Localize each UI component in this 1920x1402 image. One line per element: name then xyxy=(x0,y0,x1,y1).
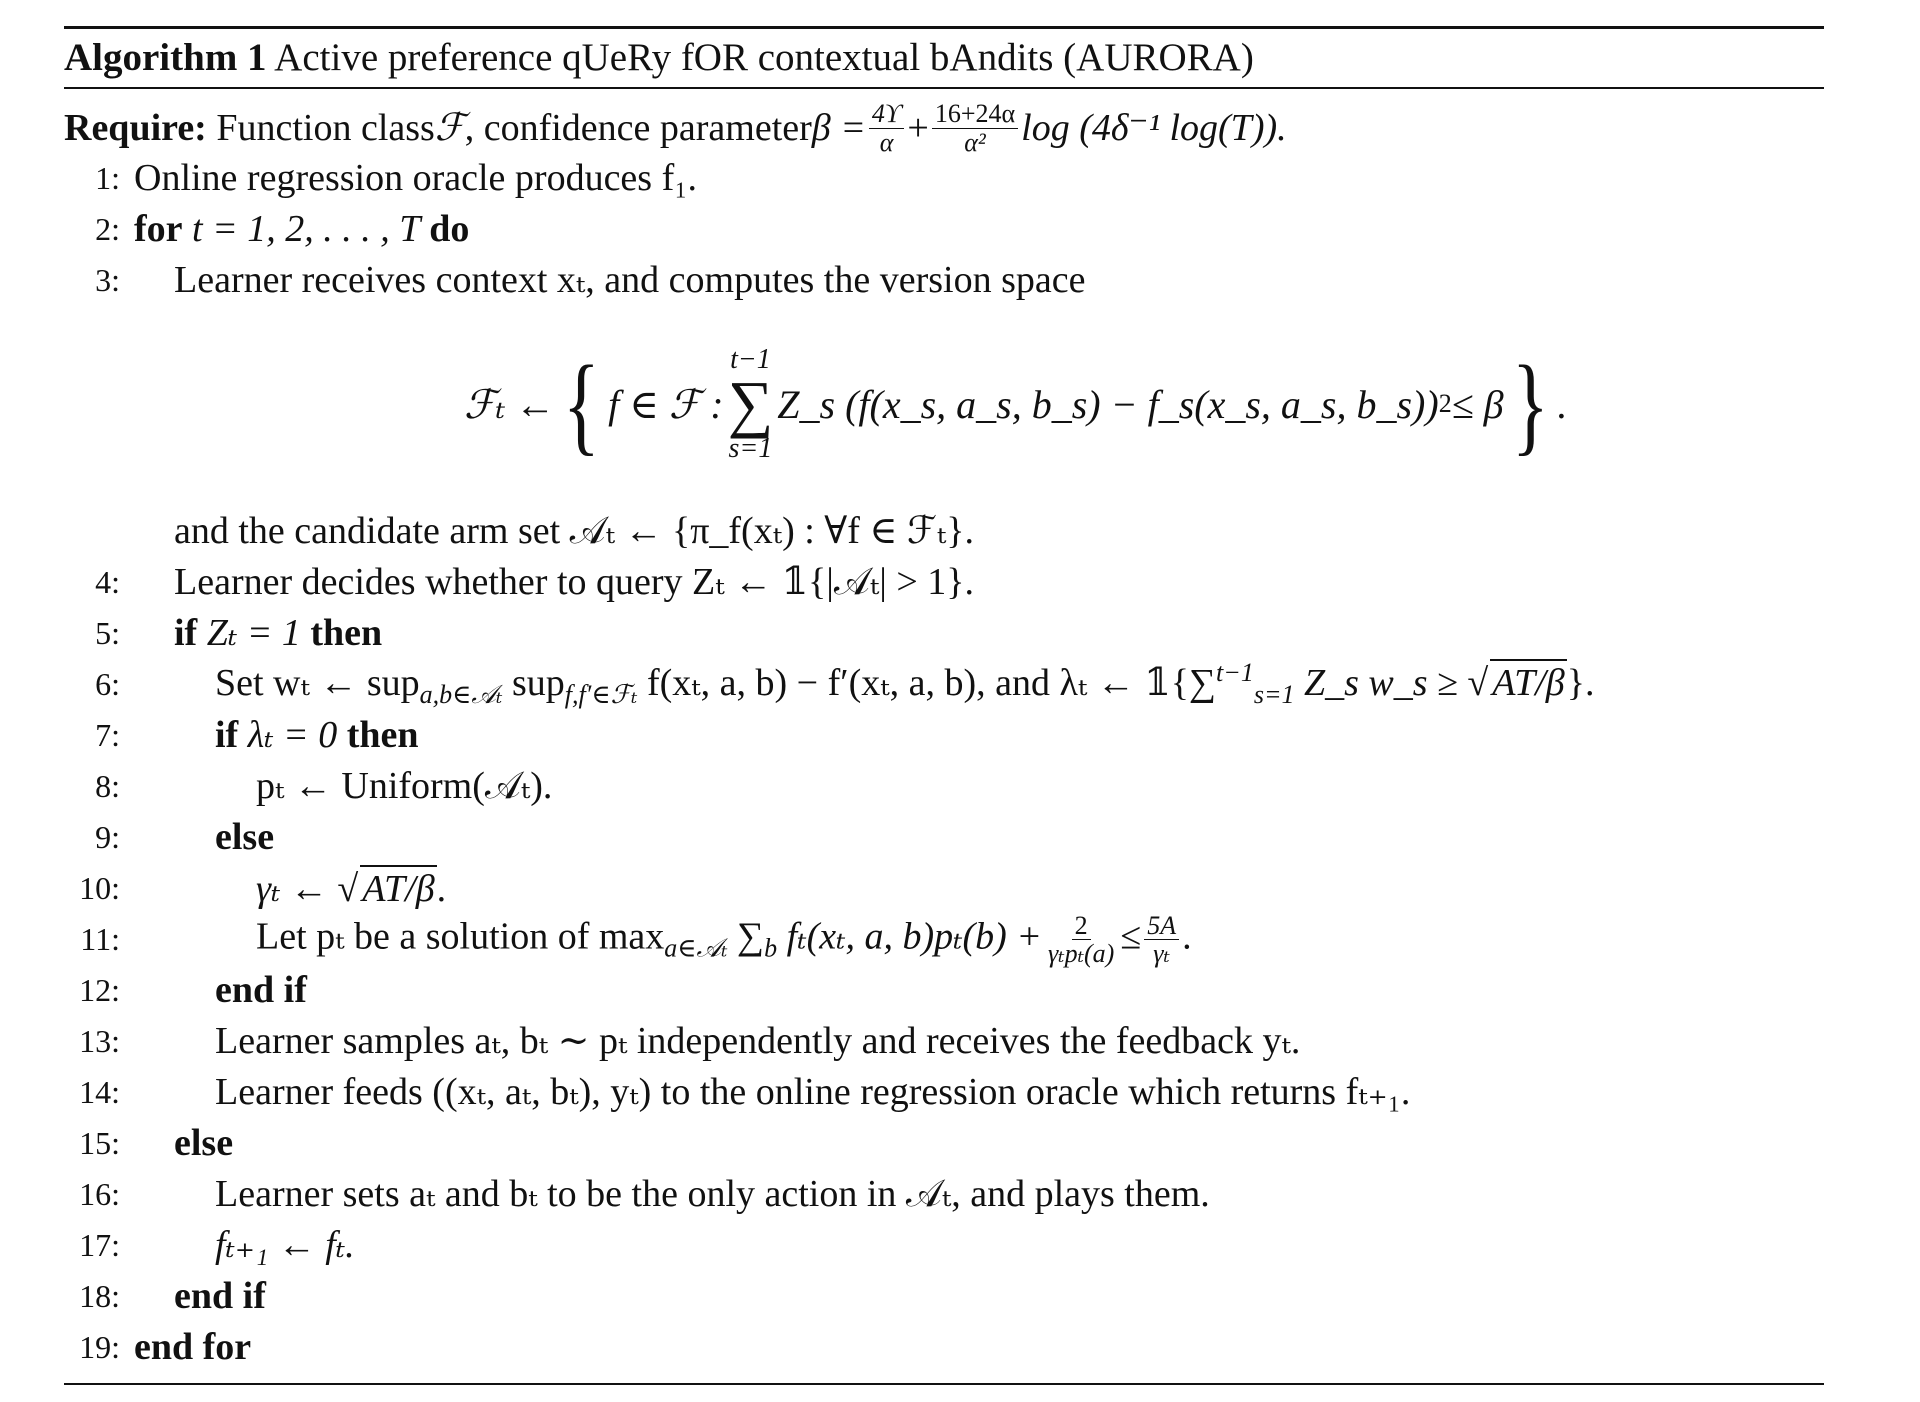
keyword-if: if xyxy=(174,612,198,655)
keyword-else: else xyxy=(174,1122,234,1165)
keyword-for: for xyxy=(134,208,183,251)
frac-alpha-num: 16+24α xyxy=(932,100,1018,128)
require-text-a: Function class xyxy=(216,106,435,149)
frac-5a xyxy=(1144,912,1179,968)
eq-end: . xyxy=(1556,381,1567,427)
seg-c: f(xₜ, a, b) − f′(xₜ, a, b), and λₜ ← 𝟙{∑ xyxy=(637,662,1217,705)
algo-line xyxy=(64,506,1824,557)
algo-line xyxy=(64,1067,1824,1118)
line-text: Learner receives context xₜ, and computes the version space xyxy=(174,259,1086,302)
sub-a: a∈𝒜ₜ xyxy=(664,933,728,963)
title-rule xyxy=(64,87,1824,89)
algo-line xyxy=(64,204,1824,255)
algo-line xyxy=(64,710,1824,761)
line-text: fₜ₊₁ ← fₜ. xyxy=(215,1224,355,1267)
algo-line xyxy=(64,557,1824,608)
algo-line xyxy=(64,1220,1824,1271)
line-number: 9: xyxy=(95,818,120,855)
frac-upsilon-num: 4ϒ xyxy=(869,100,905,128)
line-number: 2: xyxy=(95,210,120,247)
eq-set-start: f ∈ ℱ : xyxy=(608,381,724,427)
line-text xyxy=(256,912,1192,968)
sub-b: b xyxy=(764,933,778,963)
algo-line xyxy=(64,1271,1824,1322)
seg-e: . xyxy=(1182,915,1192,958)
loop-range: t = 1, 2, . . . , T xyxy=(182,208,430,251)
algo-line xyxy=(64,255,1824,306)
frac-2-num: 2 xyxy=(1072,912,1091,940)
require-keyword: Require: xyxy=(64,106,207,149)
sub-b: f,f′∈ℱₜ xyxy=(564,680,638,710)
top-rule xyxy=(64,26,1824,29)
algo-line xyxy=(64,863,1824,914)
algo-line xyxy=(64,812,1824,863)
line-number: 3: xyxy=(95,261,120,298)
line-number: 1: xyxy=(95,159,120,196)
algo-line xyxy=(64,761,1824,812)
line-number: 16: xyxy=(79,1175,120,1212)
line-number: 6: xyxy=(95,665,120,702)
line-number: 7: xyxy=(95,716,120,753)
keyword-end-if: end if xyxy=(215,969,307,1012)
frac-5a-num: 5A xyxy=(1144,912,1179,940)
algo-line xyxy=(64,1322,1824,1373)
bottom-rule xyxy=(64,1383,1824,1385)
left-brace: { xyxy=(563,343,601,466)
line-number: 8: xyxy=(95,767,120,804)
log-expression: log (4δ⁻¹ log(T)). xyxy=(1021,106,1287,149)
sum-lower: s=1 xyxy=(728,432,773,464)
sup-c: t−1 xyxy=(1216,658,1254,688)
sqrt-term: AT/β xyxy=(360,865,436,912)
sub-a: a,b∈𝒜ₜ xyxy=(419,680,503,710)
algo-line xyxy=(64,608,1824,659)
algorithm-label: Algorithm 1 xyxy=(64,36,267,79)
right-brace: } xyxy=(1511,343,1549,466)
line-text: γₜ ← √ AT/β. xyxy=(256,865,446,912)
algorithm-name: Active preference qUeRy fOR contextual bAndits (AURORA) xyxy=(274,36,1254,79)
keyword-then: then xyxy=(310,612,383,655)
eq-square: 2 xyxy=(1438,389,1452,419)
frac-5a-den: γₜ xyxy=(1153,939,1170,969)
sqrt-term: AT/β xyxy=(1490,659,1566,706)
line-number: 18: xyxy=(79,1277,120,1314)
seg-d: Z_s w_s ≥ xyxy=(1294,662,1468,705)
line-number: 5: xyxy=(95,614,120,651)
if-condition: λₜ = 0 xyxy=(238,714,347,757)
seg-b: ∑ xyxy=(727,915,765,958)
line-text xyxy=(174,611,382,656)
frac-2 xyxy=(1045,912,1117,968)
keyword-if: if xyxy=(215,714,239,757)
line-text: Learner decides whether to query Zₜ ← 𝟙{|𝒜ₜ| > 1}. xyxy=(174,561,974,604)
line-text: Learner feeds ((xₜ, aₜ, bₜ), yₜ) to the online regression oracle which returns fₜ₊₁. xyxy=(215,1071,1411,1114)
if-condition: Zₜ = 1 xyxy=(197,612,311,655)
line-number: 19: xyxy=(79,1328,120,1365)
function-class-symbol: ℱ xyxy=(434,106,465,149)
seg-d: ≤ xyxy=(1120,915,1142,958)
line-number: 14: xyxy=(79,1073,120,1110)
seg-c: fₜ(xₜ, a, b)pₜ(b) + xyxy=(777,915,1042,958)
seg-a: Set wₜ ← sup xyxy=(215,662,420,705)
sum-symbol xyxy=(728,346,774,463)
require-line xyxy=(64,99,1824,157)
version-space-equation xyxy=(64,306,1824,506)
algo-line xyxy=(64,1118,1824,1169)
sub-c: s=1 xyxy=(1253,680,1295,710)
eq-tail: ≤ β xyxy=(1451,381,1504,427)
line-text: Learner sets aₜ and bₜ to be the only action in 𝒜ₜ, and plays them. xyxy=(215,1173,1210,1216)
require-text-b: , confidence parameter xyxy=(464,106,812,149)
line-text: Learner samples aₜ, bₜ ∼ pₜ independently and receives the feedback yₜ. xyxy=(215,1020,1301,1063)
algorithm-title xyxy=(64,35,1824,81)
frac-2-den: γₜpₜ(a) xyxy=(1047,939,1115,969)
line-number: 12: xyxy=(79,971,120,1008)
algorithm-box xyxy=(64,26,1824,1385)
seg-b: . xyxy=(436,868,447,911)
equation-body xyxy=(464,343,1567,466)
line-number: 15: xyxy=(79,1124,120,1161)
beta-eq: β = xyxy=(811,106,866,149)
seg-e: }. xyxy=(1566,662,1595,705)
keyword-end-if: end if xyxy=(174,1275,266,1318)
line-text xyxy=(134,207,469,252)
keyword-end-for: end for xyxy=(134,1326,252,1369)
algo-line xyxy=(64,153,1824,204)
line-number: 4: xyxy=(95,563,120,600)
algo-line xyxy=(64,1016,1824,1067)
frac-alpha xyxy=(932,100,1018,156)
sum-upper: t−1 xyxy=(730,344,771,376)
line-text: and the candidate arm set 𝒜ₜ ← {π_f(xₜ) : ∀f ∈ ℱₜ}. xyxy=(174,510,974,553)
seg-a: γₜ ← xyxy=(256,868,338,911)
algo-line xyxy=(64,910,1824,969)
line-text xyxy=(215,713,419,758)
line-number: 11: xyxy=(80,920,120,957)
line-number: 13: xyxy=(79,1022,120,1059)
eq-lhs: ℱₜ ← xyxy=(464,381,556,427)
algo-line xyxy=(64,965,1824,1016)
line-number: 17: xyxy=(79,1226,120,1263)
frac-alpha-den: α² xyxy=(964,127,986,157)
line-text: pₜ ← Uniform(𝒜ₜ). xyxy=(256,765,553,808)
algo-line xyxy=(64,659,1824,710)
keyword-then: then xyxy=(346,714,419,757)
line-text: Set wₜ ← sup$_{a,b\in 𝒜_t}$ sup$_{f,f'\in ℱ_t}$ f(xₜ, a, b) − f′(xₜ, a, b), and λₜ ← 𝟙{∑$^{t-1}_{s=1}$ Z_s w_s ≥ √ AT/β}. xyxy=(215,658,1595,710)
seg-a: Let pₜ be a solution of max xyxy=(256,915,665,958)
keyword-do: do xyxy=(429,208,470,251)
frac-upsilon-den: α xyxy=(879,127,894,157)
frac-upsilon xyxy=(869,100,905,156)
plus: + xyxy=(907,106,929,149)
sigma: ∑ xyxy=(727,368,774,440)
line-text: Online regression oracle produces f₁. xyxy=(134,157,697,200)
line-number: 10: xyxy=(79,869,120,906)
seg-b: sup xyxy=(502,662,565,705)
eq-body: Z_s (f(x_s, a_s, b_s) − f_s(x_s, a_s, b_s)) xyxy=(777,381,1439,427)
keyword-else: else xyxy=(215,816,275,859)
algo-line xyxy=(64,1169,1824,1220)
